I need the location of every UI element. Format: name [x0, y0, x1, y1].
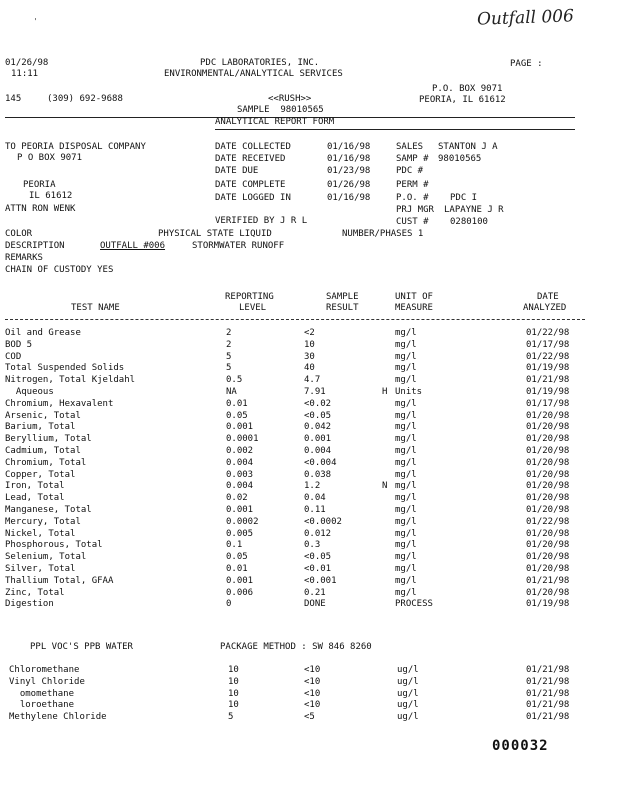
date-analyzed: 01/20/98 — [526, 410, 570, 421]
date-logged-label: DATE LOGGED IN — [215, 193, 291, 203]
lab-name: PDC LABORATORIES, INC. — [200, 58, 320, 68]
sample-result: <0.05 — [304, 410, 332, 421]
sales-value: STANTON J A — [438, 142, 498, 152]
unit-of-measure: mg/l — [395, 363, 417, 374]
prj-mgr-label: PRJ MGR — [396, 205, 434, 215]
test-name: Beryllium, Total — [5, 434, 92, 445]
unit-of-measure: mg/l — [395, 505, 417, 515]
sample-result: 30 — [304, 351, 315, 362]
date-analyzed: 01/20/98 — [526, 587, 570, 598]
unit-of-measure: mg/l — [395, 552, 417, 563]
test-name: Arsenic, Total — [5, 410, 81, 421]
unit-of-measure: Units — [395, 387, 423, 397]
rush-flag: <<RUSH>> — [268, 94, 312, 104]
reporting-level: 0 — [226, 599, 232, 610]
date-analyzed: 01/22/98 — [526, 328, 570, 338]
remarks-label: REMARKS — [5, 253, 43, 263]
reporting-level: 0.5 — [226, 375, 243, 386]
voc-method: PACKAGE METHOD : SW 846 8260 — [220, 642, 372, 652]
reporting-level: 0.001 — [226, 575, 254, 586]
unit-of-measure: mg/l — [395, 528, 417, 539]
reporting-level: 0.004 — [226, 481, 254, 492]
date-analyzed: 01/19/98 — [526, 387, 570, 397]
test-name: Chromium, Hexavalent — [5, 398, 114, 409]
voc-unit: ug/l — [397, 712, 419, 723]
unit-of-measure: PROCESS — [395, 599, 433, 610]
voc-date: 01/21/98 — [526, 676, 570, 687]
sales-label: SALES — [396, 142, 424, 152]
voc-compound: Chloromethane — [9, 665, 80, 675]
date-analyzed: 01/20/98 — [526, 469, 570, 480]
cust-value: 0280100 — [450, 217, 488, 227]
voc-date: 01/21/98 — [526, 712, 570, 723]
sample-result: 0.042 — [304, 422, 332, 433]
reporting-level: 0.006 — [226, 587, 254, 598]
prj-mgr-value: LAPAYNE J R — [444, 205, 504, 215]
voc-result: <10 — [304, 676, 321, 687]
sample-result: 10 — [304, 339, 315, 350]
reporting-level: 0.01 — [226, 398, 248, 409]
voc-date: 01/21/98 — [526, 700, 570, 711]
date-analyzed: 01/20/98 — [526, 434, 570, 445]
page-label: PAGE : — [510, 59, 543, 69]
voc-compound: omomethane — [9, 688, 75, 699]
voc-date: 01/21/98 — [526, 665, 570, 675]
test-name: Zinc, Total — [5, 587, 65, 598]
lab-city: PEORIA, IL 61612 — [419, 95, 506, 105]
reporting-level: 0.003 — [226, 469, 254, 480]
test-name: Barium, Total — [5, 422, 76, 433]
date-logged-value: 01/16/98 — [327, 193, 371, 203]
unit-of-measure: mg/l — [395, 410, 417, 421]
reporting-level: 2 — [226, 328, 232, 338]
test-name: BOD 5 — [5, 339, 33, 350]
unit-of-measure: mg/l — [395, 446, 417, 456]
sample-result: 4.7 — [304, 375, 321, 386]
sample-result: 40 — [304, 363, 315, 374]
date-due-value: 01/23/98 — [327, 166, 371, 176]
date-analyzed: 01/20/98 — [526, 446, 570, 456]
sample-result: DONE — [304, 599, 326, 610]
client-name: TO PEORIA DISPOSAL COMPANY — [5, 142, 146, 152]
unit-of-measure: mg/l — [395, 457, 417, 468]
test-name: COD — [5, 351, 22, 362]
physical-state: PHYSICAL STATE LIQUID — [158, 229, 272, 239]
test-name: Mercury, Total — [5, 516, 81, 527]
result-flag: H — [382, 387, 388, 397]
date-collected-value: 01/16/98 — [327, 142, 371, 152]
voc-compound: Vinyl Chloride — [9, 676, 85, 687]
test-name: Iron, Total — [5, 481, 65, 492]
chain-of-custody: CHAIN OF CUSTODY YES — [5, 265, 114, 275]
sample-result: 7.91 — [304, 387, 326, 397]
date-analyzed: 01/20/98 — [526, 505, 570, 515]
col-sample-2: RESULT — [326, 303, 359, 313]
lab-phone: (309) 692-9688 — [47, 94, 123, 104]
report-date: 01/26/98 — [5, 58, 49, 68]
col-sample-1: SAMPLE — [326, 292, 359, 302]
reporting-level: 0.0001 — [226, 434, 259, 445]
unit-of-measure: mg/l — [395, 422, 417, 433]
handwritten-note: Outfall 006 — [476, 6, 575, 30]
po-value: PDC I — [450, 193, 478, 203]
unit-of-measure: mg/l — [395, 351, 417, 362]
col-date-2: ANALYZED — [523, 303, 567, 313]
voc-unit: ug/l — [397, 676, 419, 687]
unit-of-measure: mg/l — [395, 469, 417, 480]
test-name: Total Suspended Solids — [5, 363, 125, 374]
samp-label: SAMP # — [396, 154, 429, 164]
col-test-name: TEST NAME — [71, 303, 120, 313]
form-title-rule — [215, 129, 575, 130]
sample-result: <0.001 — [304, 575, 337, 586]
voc-reporting-level: 5 — [228, 712, 234, 723]
test-name: Cadmium, Total — [5, 446, 81, 456]
reporting-level: 5 — [226, 351, 232, 362]
reporting-level: 0.1 — [226, 540, 243, 551]
voc-result: <5 — [304, 712, 315, 723]
voc-reporting-level: 10 — [228, 688, 239, 699]
date-received-value: 01/16/98 — [327, 154, 371, 164]
test-name: Phosphorous, Total — [5, 540, 103, 551]
voc-compound: loroethane — [9, 700, 75, 711]
sample-result: <0.0002 — [304, 516, 342, 527]
test-name: Digestion — [5, 599, 54, 610]
sample-result: <0.01 — [304, 564, 332, 574]
voc-result: <10 — [304, 665, 321, 675]
date-analyzed: 01/20/98 — [526, 457, 570, 468]
voc-unit: ug/l — [397, 665, 419, 675]
date-analyzed: 01/19/98 — [526, 599, 570, 610]
samp-value: 98010565 — [438, 154, 482, 164]
reporting-level: 2 — [226, 339, 232, 350]
sample-result: <0.02 — [304, 398, 332, 409]
col-unit-1: UNIT OF — [395, 292, 433, 302]
report-time: 11:11 — [11, 69, 39, 79]
lab-po-box: P.O. BOX 9071 — [432, 84, 503, 94]
voc-reporting-level: 10 — [228, 700, 239, 711]
form-title: ANALYTICAL REPORT FORM — [215, 117, 335, 127]
unit-of-measure: mg/l — [395, 481, 417, 492]
color-label: COLOR — [5, 229, 33, 239]
voc-result: <10 — [304, 688, 321, 699]
unit-of-measure: mg/l — [395, 564, 417, 574]
unit-of-measure: mg/l — [395, 328, 417, 338]
number-phases: NUMBER/PHASES 1 — [342, 229, 424, 239]
date-collected-label: DATE COLLECTED — [215, 142, 291, 152]
reporting-level: 0.0002 — [226, 516, 259, 527]
client-city: PEORIA — [23, 180, 56, 190]
test-name: Copper, Total — [5, 469, 76, 480]
sample-result: 0.04 — [304, 493, 326, 504]
sample-result: 1.2 — [304, 481, 321, 492]
cust-label: CUST # — [396, 217, 429, 227]
unit-of-measure: mg/l — [395, 516, 417, 527]
sample-result: 0.001 — [304, 434, 332, 445]
date-complete-value: 01/26/98 — [327, 180, 371, 190]
test-name: Chromium, Total — [5, 457, 87, 468]
pdc-label: PDC # — [396, 166, 424, 176]
date-analyzed: 01/20/98 — [526, 481, 570, 492]
test-name: Silver, Total — [5, 564, 76, 574]
test-name: Manganese, Total — [5, 505, 92, 515]
date-received-label: DATE RECEIVED — [215, 154, 286, 164]
sample-result: 0.012 — [304, 528, 332, 539]
test-name: Aqueous — [5, 387, 54, 397]
sample-result: 0.038 — [304, 469, 332, 480]
reporting-level: 0.05 — [226, 410, 248, 421]
reporting-level: 0.02 — [226, 493, 248, 504]
date-analyzed: 01/20/98 — [526, 493, 570, 504]
date-analyzed: 01/20/98 — [526, 422, 570, 433]
sample-result: <2 — [304, 328, 315, 338]
test-name: Nickel, Total — [5, 528, 76, 539]
date-analyzed: 01/20/98 — [526, 528, 570, 539]
test-name: Thallium Total, GFAA — [5, 575, 114, 586]
sample-number: SAMPLE 98010565 — [237, 105, 324, 115]
sample-result: <0.004 — [304, 457, 337, 468]
client-attn: ATTN RON WENK — [5, 204, 76, 214]
col-date-1: DATE — [537, 292, 559, 302]
unit-of-measure: mg/l — [395, 575, 417, 586]
reporting-level: 0.005 — [226, 528, 254, 539]
unit-of-measure: mg/l — [395, 540, 417, 551]
date-analyzed: 01/20/98 — [526, 552, 570, 563]
sample-result: 0.11 — [304, 505, 326, 515]
voc-reporting-level: 10 — [228, 665, 239, 675]
sample-result: <0.05 — [304, 552, 332, 563]
sample-result: 0.004 — [304, 446, 332, 456]
test-name: Lead, Total — [5, 493, 65, 504]
reporting-level: NA — [226, 387, 237, 397]
test-name: Nitrogen, Total Kjeldahl — [5, 375, 136, 386]
date-analyzed: 01/17/98 — [526, 398, 570, 409]
corner-mark: ' — [33, 17, 38, 26]
reporting-level: 5 — [226, 363, 232, 374]
sample-result: 0.3 — [304, 540, 321, 551]
voc-section-title: PPL VOC'S PPB WATER — [30, 642, 133, 652]
reporting-level: 0.001 — [226, 422, 254, 433]
col-unit-2: MEASURE — [395, 303, 433, 313]
unit-of-measure: mg/l — [395, 339, 417, 350]
date-analyzed: 01/21/98 — [526, 575, 570, 586]
client-state-zip: IL 61612 — [29, 191, 73, 201]
voc-unit: ug/l — [397, 700, 419, 711]
description-text: STORMWATER RUNOFF — [192, 241, 285, 251]
date-analyzed: 01/20/98 — [526, 564, 570, 574]
unit-of-measure: mg/l — [395, 398, 417, 409]
verified-by: VERIFIED BY J R L — [215, 216, 308, 226]
unit-of-measure: mg/l — [395, 493, 417, 504]
description-outfall: OUTFALL #006 — [100, 241, 166, 251]
date-analyzed: 01/21/98 — [526, 375, 570, 386]
voc-reporting-level: 10 — [228, 676, 239, 687]
perm-label: PERM # — [396, 180, 429, 190]
col-reporting-1: REPORTING — [225, 292, 274, 302]
date-analyzed: 01/19/98 — [526, 363, 570, 374]
reporting-level: 0.002 — [226, 446, 254, 456]
voc-unit: ug/l — [397, 688, 419, 699]
sample-result: 0.21 — [304, 587, 326, 598]
header-dash-rule — [5, 319, 585, 320]
reporting-level: 0.001 — [226, 505, 254, 515]
unit-of-measure: mg/l — [395, 434, 417, 445]
voc-result: <10 — [304, 700, 321, 711]
reporting-level: 0.01 — [226, 564, 248, 574]
description-label: DESCRIPTION — [5, 241, 65, 251]
test-name: Selenium, Total — [5, 552, 87, 563]
date-analyzed: 01/17/98 — [526, 339, 570, 350]
date-due-label: DATE DUE — [215, 166, 259, 176]
date-analyzed: 01/22/98 — [526, 351, 570, 362]
unit-of-measure: mg/l — [395, 587, 417, 598]
voc-date: 01/21/98 — [526, 688, 570, 699]
reporting-level: 0.05 — [226, 552, 248, 563]
po-label: P.O. # — [396, 193, 429, 203]
result-flag: N — [382, 481, 388, 492]
client-po-box: P O BOX 9071 — [17, 153, 83, 163]
phone-prefix: 145 — [5, 94, 22, 104]
unit-of-measure: mg/l — [395, 375, 417, 386]
date-complete-label: DATE COMPLETE — [215, 180, 286, 190]
document-number: 000032 — [492, 738, 549, 754]
test-name: Oil and Grease — [5, 328, 81, 338]
col-reporting-2: LEVEL — [239, 303, 267, 313]
voc-compound: Methylene Chloride — [9, 712, 107, 723]
lab-division: ENVIRONMENTAL/ANALYTICAL SERVICES — [164, 69, 343, 79]
date-analyzed: 01/22/98 — [526, 516, 570, 527]
date-analyzed: 01/20/98 — [526, 540, 570, 551]
reporting-level: 0.004 — [226, 457, 254, 468]
